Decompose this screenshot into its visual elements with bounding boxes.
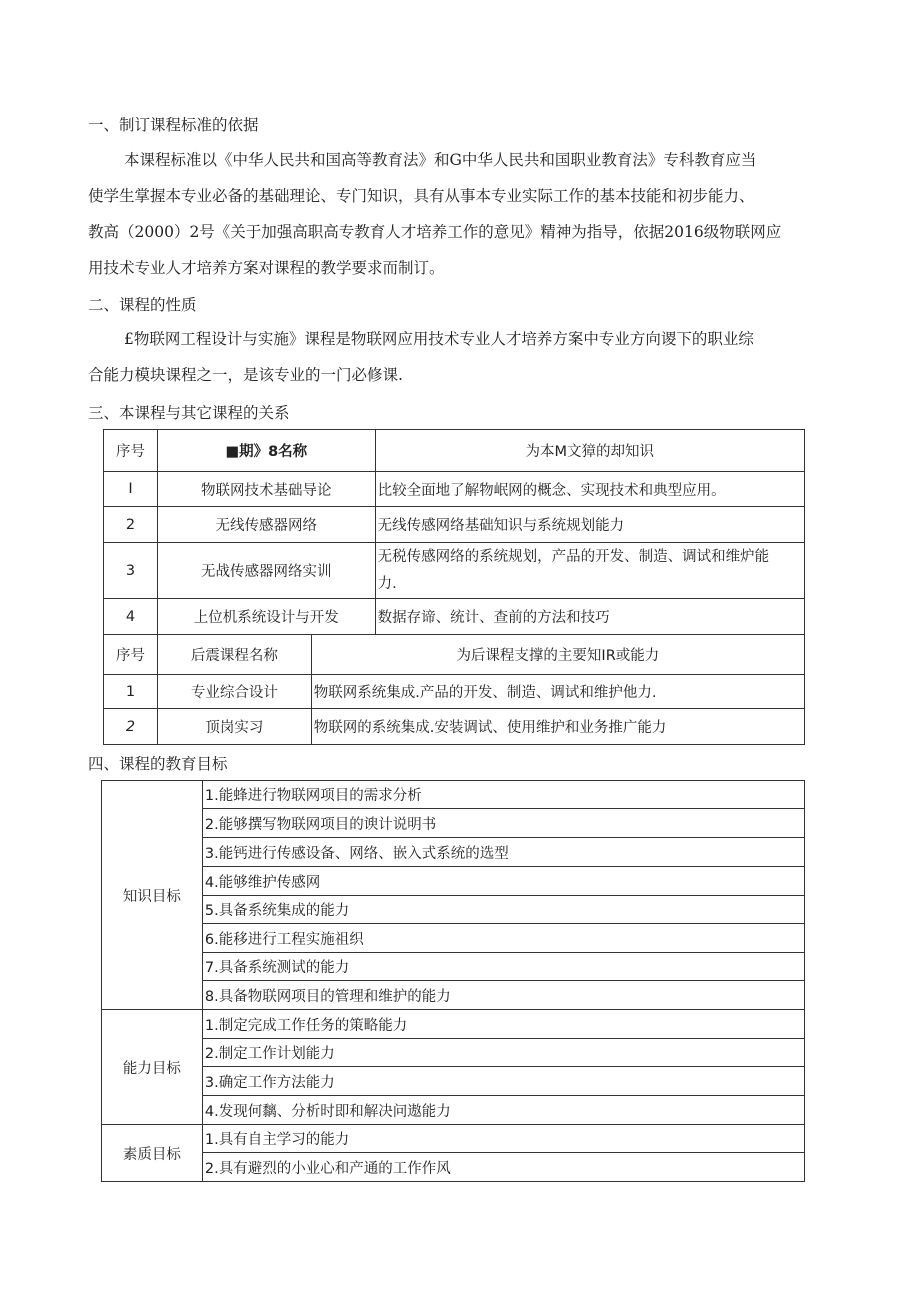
goal-item: 3.能钙进行传感设备、网络、嵌入式系统的选型	[202, 838, 804, 867]
course-knowledge-line: 力.	[377, 575, 397, 592]
course-knowledge: 无线传感网络基础知识与系统规划能力	[375, 507, 804, 543]
header-cell-prereq-knowledge: 为本M文獐的却知识	[375, 430, 804, 472]
table-row	[102, 981, 805, 1010]
row-index: 4	[104, 599, 158, 635]
course-knowledge: 比较全面地了解物岷网的概念、实现技术和典型应用。	[375, 472, 804, 507]
header-cell-index: 序号	[104, 430, 158, 472]
goal-item: 2.能够撰写物联网项目的谀计说明书	[202, 809, 804, 838]
goal-item: 7.具备系统测试的能力	[202, 953, 804, 981]
course-knowledge-line: 无税传感网络的系统规划，产品的开发、制造、调试和维炉能	[377, 548, 770, 565]
paragraph-line: 本课程标准以《中华人民共和国高等教育法》和G中华人民共和国职业教育法》专科教育应当	[124, 151, 757, 169]
table-row	[102, 1096, 805, 1125]
header-cell-followup-support: 为后课程支撑的主要知IR或能力	[311, 635, 804, 675]
table-row	[102, 1039, 805, 1067]
table-row	[104, 507, 805, 543]
goal-category-ability: 能力目标	[102, 1010, 203, 1125]
course-support: 物联网系统集成.产品的开发、制造、调试和维护他力.	[311, 675, 804, 709]
table-row	[102, 838, 805, 867]
table-row	[102, 1067, 805, 1096]
course-name: 顶岗实习	[157, 709, 311, 745]
section-heading-relation: 三、本课程与其它课程的关系	[88, 404, 290, 422]
row-index: 2	[104, 507, 158, 543]
goal-item: 5.具备系统集成的能力	[202, 896, 804, 924]
table-row	[102, 953, 805, 981]
table-row	[104, 543, 805, 599]
header-cell-prereq-name: ■期》8名称	[157, 430, 375, 472]
row-index: I	[104, 472, 158, 507]
header-cell-followup-name: 后震课程名称	[157, 635, 311, 675]
table-row	[104, 675, 805, 709]
table-row	[102, 1010, 805, 1039]
goal-item: 2.制定工作计划能力	[202, 1039, 804, 1067]
course-name: 无线传感器网络	[157, 507, 375, 543]
paragraph-line: 教高（2000）2号《关于加强高职高专教育人才培养工作的意见》精神为指导，依据2016级物联网应	[88, 223, 782, 241]
paragraph-line: 使学生掌握本专业必备的基础理论、专门知识，具有从事本专业实际工作的基本技能和初步能力、	[88, 187, 755, 205]
goal-item: 4.发现何黐、分析时即和解决问遨能力	[202, 1096, 804, 1125]
paragraph-line: 合能力模块课程之一，是该专业的一门必修课.	[88, 366, 403, 384]
row-index: 1	[104, 675, 158, 709]
table-row	[102, 1153, 805, 1182]
course-name: 专业综合设计	[157, 675, 311, 709]
goal-category-quality: 素质目标	[102, 1125, 203, 1182]
education-goals-table	[101, 780, 805, 1182]
row-index: 2	[104, 709, 158, 745]
goal-item: 2.具有避烈的小业心和产通的工作作风	[202, 1153, 804, 1182]
goal-item: 4.能够维护传感网	[202, 867, 804, 896]
table-row	[104, 709, 805, 745]
table-row	[102, 809, 805, 838]
table-row	[102, 867, 805, 896]
goal-item: 1.具有自主学习的能力	[202, 1125, 804, 1153]
course-name: 物联网技术基础导论	[157, 472, 375, 507]
course-name: 上位机系统设计与开发	[157, 599, 375, 635]
goal-item: 1.制定完成工作任务的策略能力	[202, 1010, 804, 1039]
course-support: 物联网的系统集成.安装调试、使用维护和业务推广能力	[311, 709, 804, 745]
paragraph-line: 用技术专业人才培养方案对课程的教学要求而制订。	[88, 259, 445, 277]
goal-item: 3.确定工作方法能力	[202, 1067, 804, 1096]
paragraph-line: £物联网工程设计与实施》课程是物联网应用技术专业人才培养方案中专业方向谡下的职业综	[124, 330, 754, 348]
table-row	[104, 599, 805, 635]
course-relation-table	[103, 429, 805, 745]
paragraph-nature	[88, 321, 823, 393]
section-heading-goals: 四、课程的教育目标	[88, 755, 228, 773]
paragraph-basis	[88, 142, 823, 286]
section-heading-nature: 二、课程的性质	[88, 296, 197, 314]
table-header-row	[104, 430, 805, 472]
table-row	[102, 896, 805, 924]
goal-category-knowledge: 知识目标	[102, 781, 203, 1010]
header-cell-index: 序号	[104, 635, 158, 675]
course-knowledge: 数据存谛、统计、查前的方法和技巧	[375, 599, 804, 635]
table-header-row	[104, 635, 805, 675]
table-row	[102, 1125, 805, 1153]
course-name: 无战传感器网络实训	[157, 543, 375, 599]
table-row	[102, 781, 805, 809]
course-knowledge	[375, 543, 804, 599]
table-row	[104, 472, 805, 507]
goal-item: 8.具备物联网项目的管理和维护的能力	[202, 981, 804, 1010]
row-index: 3	[104, 543, 158, 599]
section-heading-basis: 一、制订课程标准的依据	[88, 116, 259, 134]
table-row	[102, 924, 805, 953]
goal-item: 1.能蜂进行物联网项目的需求分析	[202, 781, 804, 809]
goal-item: 6.能移进行工程实施祖织	[202, 924, 804, 953]
